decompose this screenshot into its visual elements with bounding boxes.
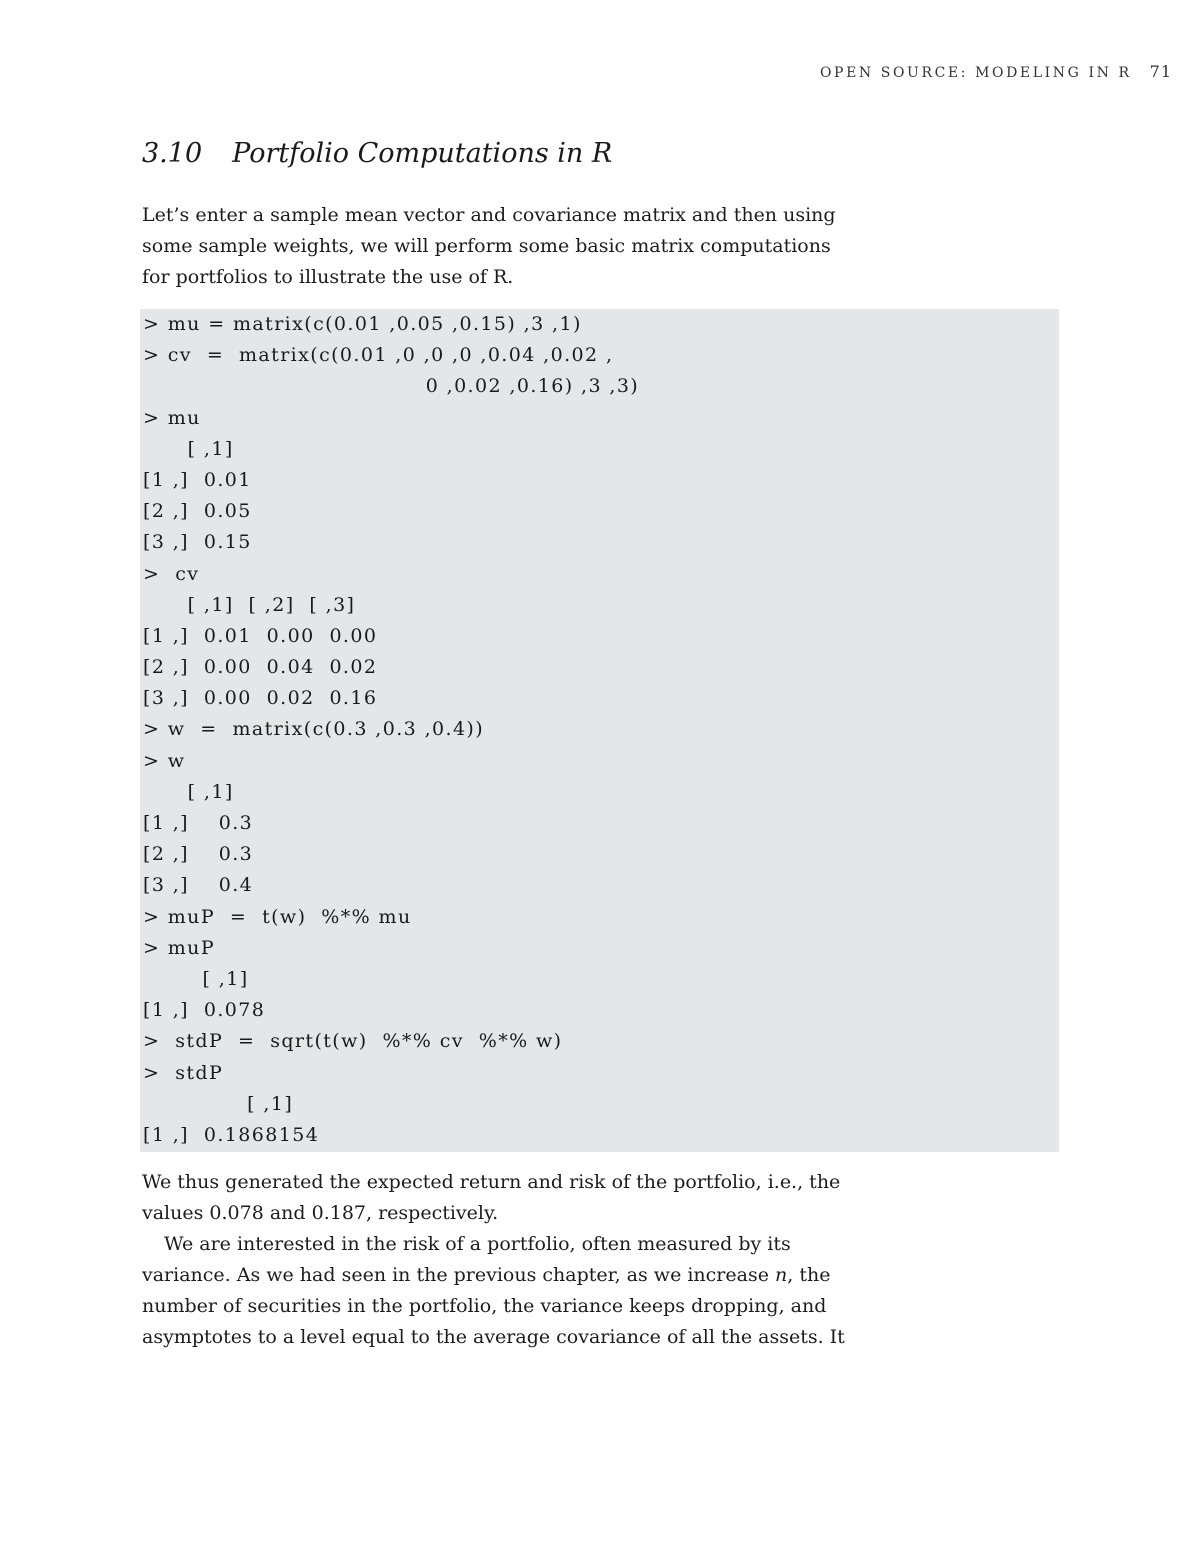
code-line: [3 ,] 0.15: [143, 531, 252, 554]
code-line: > mu: [143, 406, 201, 429]
text-line: some sample weights, we will perform some basic matrix computations: [142, 235, 831, 257]
code-line: [ ,1]: [143, 780, 234, 803]
page-number: 71: [1149, 62, 1172, 81]
code-line: [ ,1]: [143, 967, 249, 990]
text-segment: variance. As we had seen in the previous chapter, as we increase: [142, 1264, 775, 1286]
code-line: > stdP = sqrt(t(w) %*% cv %*% w): [143, 1030, 563, 1053]
code-line: [1 ,] 0.01 0.00 0.00: [143, 624, 378, 647]
results-paragraph: [142, 1167, 842, 1229]
text-line: number of securities in the portfolio, the variance keeps dropping, and: [142, 1295, 827, 1317]
code-line: > cv = matrix(c(0.01 ,0 ,0 ,0 ,0.04 ,0.02 ,: [143, 344, 614, 367]
code-line: [ ,1] [ ,2] [ ,3]: [143, 593, 356, 616]
code-line: [1 ,] 0.01: [143, 468, 252, 491]
code-line: > w: [143, 749, 186, 772]
section-title: Portfolio Computations in R: [232, 138, 613, 169]
code-line: [ ,1]: [143, 437, 234, 460]
code-line: > mu = matrix(c(0.01 ,0.05 ,0.15) ,3 ,1): [143, 313, 582, 335]
running-head: [820, 62, 1172, 81]
code-line: [1 ,] 0.3: [143, 812, 254, 834]
section-number: 3.10: [142, 138, 203, 169]
text-line: We thus generated the expected return and risk of the portfolio, i.e., the: [142, 1171, 841, 1193]
code-line: > muP = t(w) %*% mu: [143, 905, 412, 928]
text-segment: , the: [787, 1264, 831, 1286]
code-line: [ ,1]: [143, 1092, 294, 1115]
text-line: for portfolios to illustrate the use of R.: [142, 266, 514, 288]
code-line: [3 ,] 0.4: [143, 874, 254, 897]
text-line: values 0.078 and 0.187, respectively.: [142, 1202, 499, 1224]
text-line: [142, 1260, 842, 1291]
code-line: > stdP: [143, 1061, 224, 1084]
text-line: asymptotes to a level equal to the average covariance of all the assets. It: [142, 1326, 845, 1348]
code-block: [140, 309, 1059, 1152]
code-line: [1 ,] 0.078: [143, 999, 266, 1022]
code-line: [1 ,] 0.1868154: [143, 1123, 320, 1146]
code-line: 0 ,0.02 ,0.16) ,3 ,3): [143, 375, 640, 398]
text-line: Let’s enter a sample mean vector and covariance matrix and then using: [142, 204, 836, 226]
code-line: [2 ,] 0.05: [143, 500, 252, 523]
code-line: [2 ,] 0.00 0.04 0.02: [143, 656, 378, 679]
text-line: We are interested in the risk of a portfolio, often measured by its: [164, 1233, 791, 1255]
intro-paragraph: [142, 200, 842, 293]
code-line: [2 ,] 0.3: [143, 843, 254, 866]
running-title: OPEN SOURCE: MODELING IN R: [819, 65, 1132, 81]
code-line: > cv: [143, 562, 200, 585]
risk-paragraph: [142, 1229, 845, 1353]
math-variable: n: [775, 1264, 788, 1286]
section-heading: [142, 138, 612, 169]
code-line: [3 ,] 0.00 0.02 0.16: [143, 687, 378, 710]
code-line: > w = matrix(c(0.3 ,0.3 ,0.4)): [143, 718, 485, 741]
code-line: > muP: [143, 936, 215, 959]
code-listing: [143, 309, 639, 1151]
